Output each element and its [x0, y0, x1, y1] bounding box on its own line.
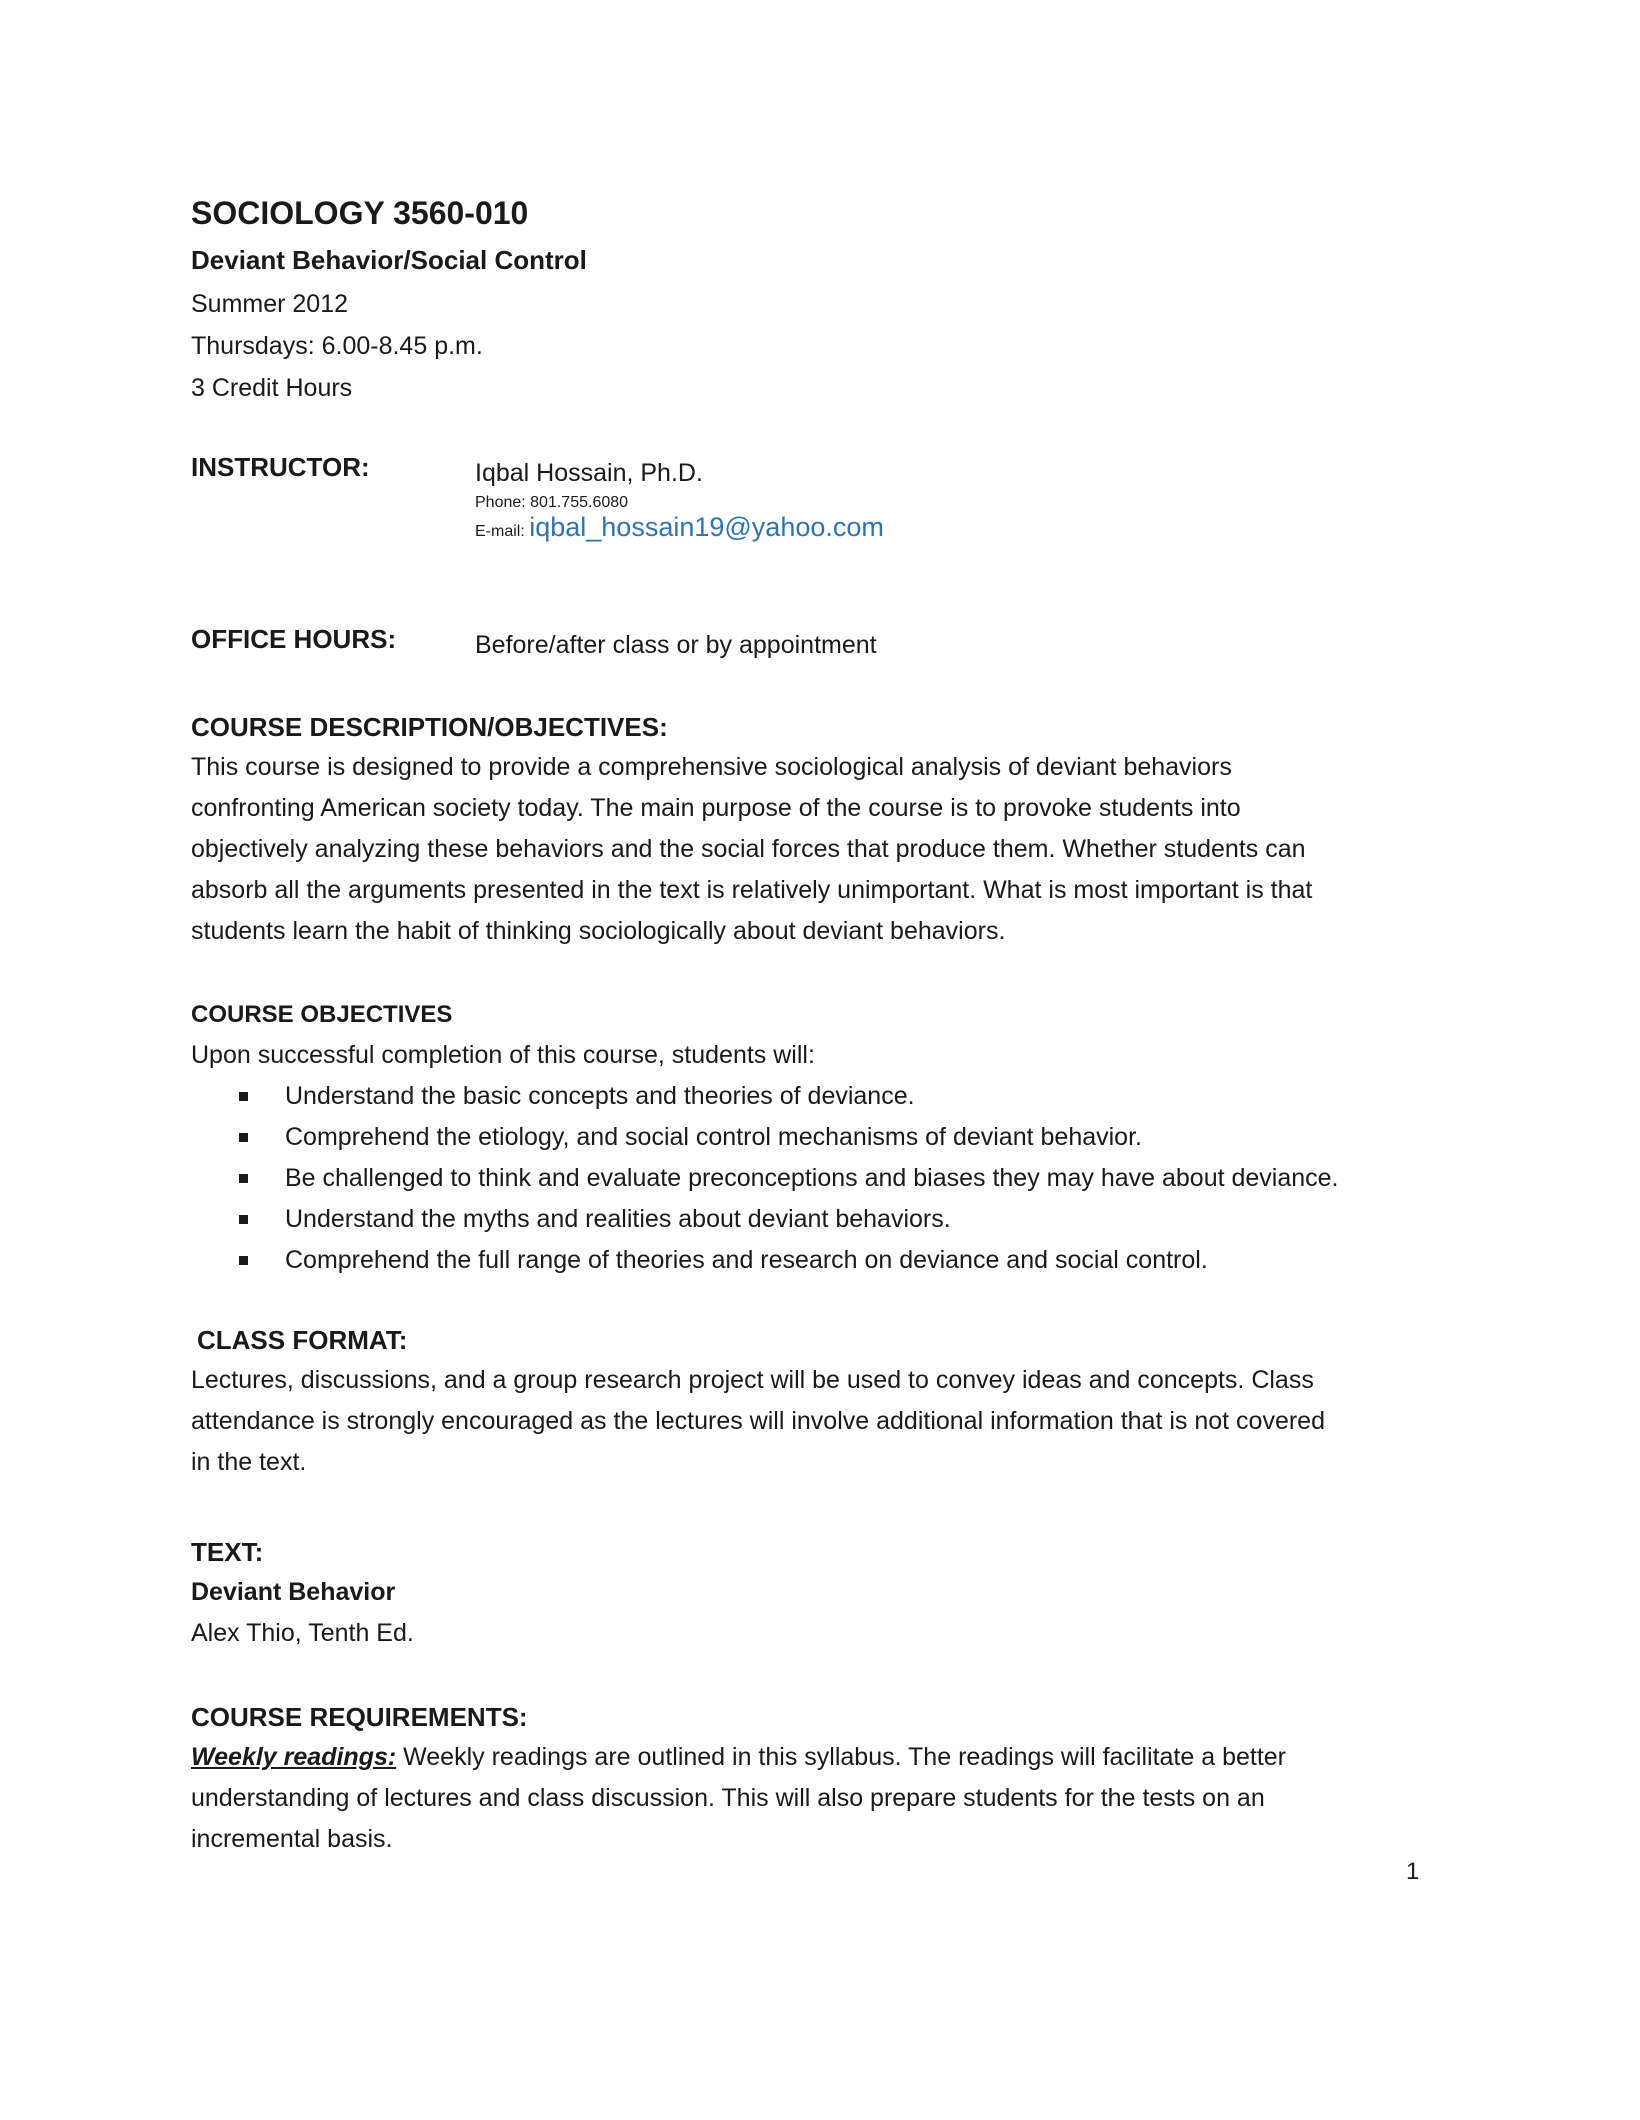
course-requirements-section [191, 1697, 1451, 1860]
description-line: students learn the habit of thinking sociologically about deviant behaviors. [191, 917, 1006, 945]
objectives-intro: Upon successful completion of this course, students will: [191, 1041, 815, 1069]
course-title: Deviant Behavior/Social Control [191, 245, 587, 275]
class-format-line: in the text. [191, 1448, 307, 1476]
list-item [191, 1076, 1451, 1117]
description-heading: COURSE DESCRIPTION/OBJECTIVES: [191, 712, 668, 742]
objective-text: Be challenged to think and evaluate preconceptions and biases they may have about deviance. [285, 1164, 1339, 1192]
objectives-list [191, 1076, 1451, 1281]
instructor-name: Iqbal Hossain, Ph.D. [475, 459, 703, 487]
book-author: Alex Thio, Tenth Ed. [191, 1619, 414, 1647]
requirements-line: understanding of lectures and class discussion. This will also prepare students for the tests on an [191, 1784, 1265, 1812]
description-line: This course is designed to provide a comprehensive sociological analysis of deviant behaviors [191, 753, 1232, 781]
class-schedule: Thursdays: 6.00-8.45 p.m. [191, 332, 483, 360]
list-item [191, 1199, 1451, 1240]
objective-text: Understand the basic concepts and theories of deviance. [285, 1082, 915, 1110]
instructor-phone: Phone: 801.755.6080 [475, 494, 629, 511]
class-format-heading: CLASS FORMAT: [197, 1325, 408, 1355]
email-link[interactable]: iqbal_hossain19@yahoo.com [529, 512, 884, 542]
course-description-section [191, 707, 1451, 952]
objective-text: Comprehend the etiology, and social control mechanisms of deviant behavior. [285, 1123, 1142, 1151]
course-code: SOCIOLOGY 3560-010 [191, 195, 529, 231]
email-label: E-mail: [475, 523, 530, 540]
list-item [191, 1117, 1451, 1158]
bullet-square-icon [239, 1092, 248, 1101]
list-item [191, 1240, 1451, 1281]
bullet-square-icon [239, 1174, 248, 1183]
weekly-readings-label: Weekly readings: [191, 1743, 397, 1771]
credit-hours: 3 Credit Hours [191, 374, 353, 402]
description-line: objectively analyzing these behaviors and the social forces that produce them. Whether students can [191, 835, 1306, 863]
requirements-line: incremental basis. [191, 1825, 393, 1853]
office-hours-value: Before/after class or by appointment [475, 631, 877, 659]
description-line: absorb all the arguments presented in the text is relatively unimportant. What is most important is that [191, 876, 1313, 904]
text-heading: TEXT: [191, 1537, 264, 1567]
office-hours-label: OFFICE HOURS: [191, 624, 397, 654]
bullet-square-icon [239, 1256, 248, 1265]
office-hours-section [191, 624, 1391, 666]
page-number: 1 [1406, 1858, 1420, 1885]
bullet-square-icon [239, 1215, 248, 1224]
class-format-line: Lectures, discussions, and a group research project will be used to convey ideas and concepts. Class [191, 1366, 1314, 1394]
bullet-square-icon [239, 1133, 248, 1142]
class-format-section [191, 1320, 1451, 1483]
description-line: confronting American society today. The main purpose of the course is to provoke students into [191, 794, 1241, 822]
requirements-line [191, 1737, 1451, 1778]
instructor-section [191, 452, 1391, 543]
objectives-heading: COURSE OBJECTIVES [191, 1001, 453, 1028]
requirements-text: Weekly readings are outlined in this syllabus. The readings will facilitate a better [396, 1743, 1287, 1771]
text-section [191, 1532, 1451, 1654]
instructor-email-line [475, 512, 1391, 543]
objective-text: Comprehend the full range of theories and research on deviance and social control. [285, 1246, 1208, 1274]
term: Summer 2012 [191, 290, 349, 318]
requirements-heading: COURSE REQUIREMENTS: [191, 1702, 528, 1732]
list-item [191, 1158, 1451, 1199]
objective-text: Understand the myths and realities about deviant behaviors. [285, 1205, 951, 1233]
book-title: Deviant Behavior [191, 1578, 396, 1606]
instructor-label: INSTRUCTOR: [191, 452, 370, 482]
course-objectives-section [191, 995, 1451, 1281]
class-format-line: attendance is strongly encouraged as the lectures will involve additional information that is not covered [191, 1407, 1325, 1435]
